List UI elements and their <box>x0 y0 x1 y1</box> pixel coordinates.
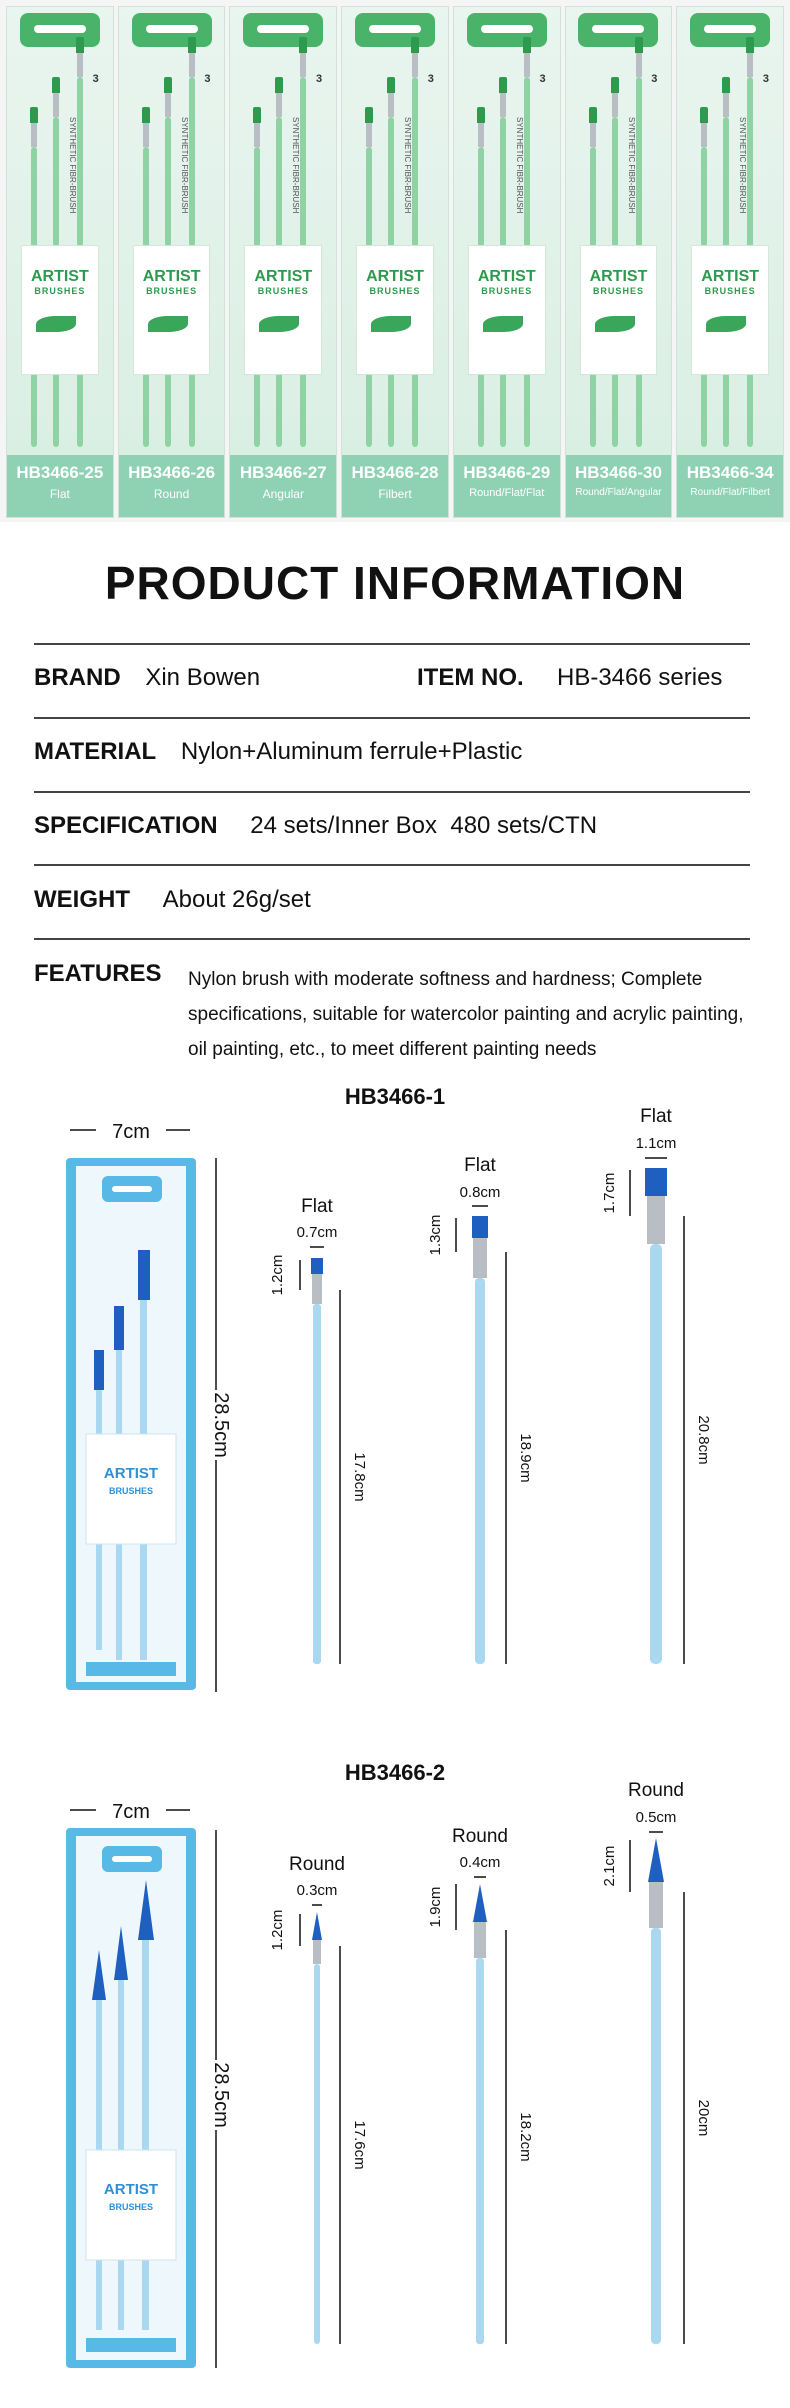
package-type: Angular <box>262 487 304 501</box>
brush-count: 3 <box>427 73 434 85</box>
hang-tab <box>690 13 770 47</box>
package-type: Filbert <box>378 487 412 501</box>
item-label: ITEM NO. <box>417 664 524 691</box>
brush-handle-icon <box>650 1244 662 1664</box>
package-code: HB3466-25 <box>16 463 104 482</box>
package-type: Round <box>153 487 190 501</box>
package-card <box>6 6 114 518</box>
diagram-hb3466-1 <box>0 1100 790 1725</box>
package-type: Round/Flat/Angular <box>575 487 662 498</box>
weight-label: WEIGHT <box>34 886 130 913</box>
brush-shape-label: Round <box>289 1854 345 1875</box>
brush-head-label: 2.1cm <box>601 1845 618 1887</box>
package-card <box>676 6 784 518</box>
artist-text: ARTIST <box>589 268 648 285</box>
pack-height: 28.5cm <box>210 1392 232 1458</box>
brush-width-label: 1.1cm <box>635 1135 677 1152</box>
brush-head-label: 1.3cm <box>427 1214 444 1256</box>
item-value: HB-3466 series <box>557 664 723 691</box>
divider <box>34 938 750 940</box>
brush-count: 3 <box>539 73 546 85</box>
package-illustration <box>66 1158 196 1690</box>
brand-value: Xin Bowen <box>145 664 261 691</box>
brushes-text: BRUSHES <box>108 1486 154 1496</box>
package-label <box>566 455 672 517</box>
features-label: FEATURES <box>34 960 162 987</box>
diagram-title: HB3466-2 <box>344 1760 446 1785</box>
brushes-text: BRUSHES <box>34 286 86 296</box>
artist-text: ARTIST <box>366 268 424 285</box>
brushes-text: BRUSHES <box>704 286 756 296</box>
weight-row <box>34 886 750 914</box>
brush-head-icon <box>472 1216 488 1238</box>
package-insert <box>21 245 99 375</box>
artist-text: ARTIST <box>254 268 313 285</box>
brush-head-label: 1.7cm <box>601 1172 618 1214</box>
pack-height: 28.5cm <box>210 2062 232 2128</box>
brushes-text: BRUSHES <box>108 2202 154 2212</box>
leaf-icon <box>371 316 411 332</box>
package-code: HB3466-34 <box>686 463 774 482</box>
side-label: SYNTHETIC FIBR-BRUSH <box>626 117 636 214</box>
pack-width: 7cm <box>112 1121 150 1143</box>
brush-handle-icon <box>476 1958 484 2344</box>
hang-tab <box>20 13 100 47</box>
pack-width: 7cm <box>112 1801 150 1823</box>
brush-width-label: 0.8cm <box>459 1184 501 1201</box>
artist-text: ARTIST <box>142 268 201 285</box>
brush-width-label: 0.4cm <box>459 1854 501 1871</box>
brush-shape-label: Round <box>452 1826 508 1847</box>
side-label: SYNTHETIC FIBR-BRUSH <box>68 117 77 214</box>
brush-head-label: 1.2cm <box>269 1254 286 1296</box>
artist-text: ARTIST <box>103 2181 159 2198</box>
brushes-text: BRUSHES <box>592 286 644 296</box>
package-insert <box>580 245 658 375</box>
brush-shape-label: Flat <box>464 1155 496 1176</box>
package-strip <box>0 0 790 522</box>
package-insert <box>244 245 322 375</box>
brush-head-icon <box>473 1884 487 1922</box>
package-card <box>453 6 561 518</box>
package-insert <box>356 245 434 375</box>
artist-text: ARTIST <box>30 268 89 285</box>
brush-head-icon <box>648 1838 664 1882</box>
artist-text: ARTIST <box>477 268 536 285</box>
page-title: PRODUCT INFORMATION <box>104 557 686 609</box>
package-card <box>341 6 449 518</box>
divider <box>34 864 750 866</box>
side-label: SYNTHETIC FIBR-BRUSH <box>403 117 413 214</box>
brushes-text: BRUSHES <box>369 286 421 296</box>
side-label: SYNTHETIC FIBR-BRUSH <box>291 117 301 214</box>
brush-shape-label: Round <box>628 1780 684 1801</box>
leaf-icon <box>148 316 188 332</box>
brush-count: 3 <box>92 73 99 85</box>
brush-handle-label: 20.8cm <box>695 1415 712 1465</box>
package-insert <box>468 245 546 375</box>
brand-row <box>34 664 750 692</box>
diagram-hb3466-2 <box>0 1770 790 2405</box>
brush-handle-icon <box>314 1964 320 2344</box>
package-label <box>454 455 560 517</box>
package-label <box>677 455 783 517</box>
material-value: Nylon+Aluminum ferrule+Plastic <box>180 738 523 765</box>
hang-tab <box>243 13 323 47</box>
package-code: HB3466-29 <box>463 463 551 482</box>
package-insert <box>691 245 769 375</box>
brush-handle-label: 18.9cm <box>517 1433 534 1483</box>
divider <box>34 643 750 645</box>
package-card <box>118 6 226 518</box>
brush-count: 3 <box>204 73 211 85</box>
brush-handle-icon <box>313 1304 321 1664</box>
brush-shape-label: Flat <box>640 1106 672 1127</box>
side-label: SYNTHETIC FIBR-BRUSH <box>738 117 748 214</box>
package-type: Flat <box>49 487 70 501</box>
divider <box>34 717 750 719</box>
leaf-icon <box>483 316 523 332</box>
brush-head-icon <box>645 1168 667 1196</box>
brush-handle-label: 20cm <box>695 2099 712 2137</box>
brush-handle-icon <box>475 1278 485 1664</box>
leaf-icon <box>706 316 746 332</box>
brushes-text: BRUSHES <box>146 286 198 296</box>
package-label <box>342 455 448 517</box>
material-label: MATERIAL <box>34 738 157 765</box>
brush-head-icon <box>311 1258 323 1274</box>
divider <box>34 791 750 793</box>
hang-tab <box>132 13 212 47</box>
brushes-text: BRUSHES <box>481 286 533 296</box>
package-code: HB3466-28 <box>351 463 439 482</box>
brush-count: 3 <box>316 73 323 85</box>
features-value: Nylon brush with moderate softness and hardness; Complete specifications, suitable for watercolor painting and acrylic painting, oil painting, etc., to meet different painting needs <box>188 969 744 1060</box>
spec-value: 24 sets/Inner Box 480 sets/CTN <box>250 812 598 839</box>
material-row <box>34 738 750 766</box>
brush-head-label: 1.2cm <box>269 1909 286 1951</box>
artist-text: ARTIST <box>103 1465 159 1482</box>
brush-handle-label: 17.6cm <box>351 2120 368 2170</box>
package-card <box>229 6 337 518</box>
package-label <box>7 455 113 517</box>
brush-width-label: 0.3cm <box>296 1882 338 1899</box>
side-label: SYNTHETIC FIBR-BRUSH <box>179 117 189 214</box>
package-code: HB3466-27 <box>239 463 327 482</box>
brand-label: BRAND <box>34 664 121 691</box>
brushes-text: BRUSHES <box>257 286 309 296</box>
brush-shape-label: Flat <box>301 1196 333 1217</box>
hang-tab <box>578 13 658 47</box>
brush-width-label: 0.5cm <box>635 1809 677 1826</box>
package-insert <box>133 245 211 375</box>
brush-handle-label: 18.2cm <box>517 2112 534 2162</box>
package-code: HB3466-26 <box>128 463 216 482</box>
package-label <box>119 455 225 517</box>
side-label: SYNTHETIC FIBR-BRUSH <box>514 117 524 214</box>
spec-label: SPECIFICATION <box>34 812 218 839</box>
hang-tab <box>467 13 547 47</box>
weight-value: About 26g/set <box>162 886 311 913</box>
spec-row <box>34 812 750 840</box>
brush-handle-label: 17.8cm <box>351 1452 368 1502</box>
brush-count: 3 <box>762 73 770 85</box>
package-card <box>565 6 673 518</box>
brush-head-label: 1.9cm <box>427 1886 444 1928</box>
package-type: Round/Flat/Filbert <box>690 487 770 498</box>
brush-head-icon <box>312 1912 322 1940</box>
leaf-icon <box>36 316 76 332</box>
brush-count: 3 <box>651 73 658 85</box>
brush-handle-icon <box>651 1928 661 2344</box>
hang-tab <box>355 13 435 47</box>
leaf-icon <box>595 316 635 332</box>
package-label <box>230 455 336 517</box>
artist-text: ARTIST <box>701 268 760 285</box>
diagram-title: HB3466-1 <box>344 1084 446 1109</box>
package-illustration <box>66 1828 196 2368</box>
package-code: HB3466-30 <box>574 463 662 482</box>
package-type: Round/Flat/Flat <box>469 487 545 499</box>
leaf-icon <box>259 316 299 332</box>
brush-width-label: 0.7cm <box>296 1224 338 1241</box>
